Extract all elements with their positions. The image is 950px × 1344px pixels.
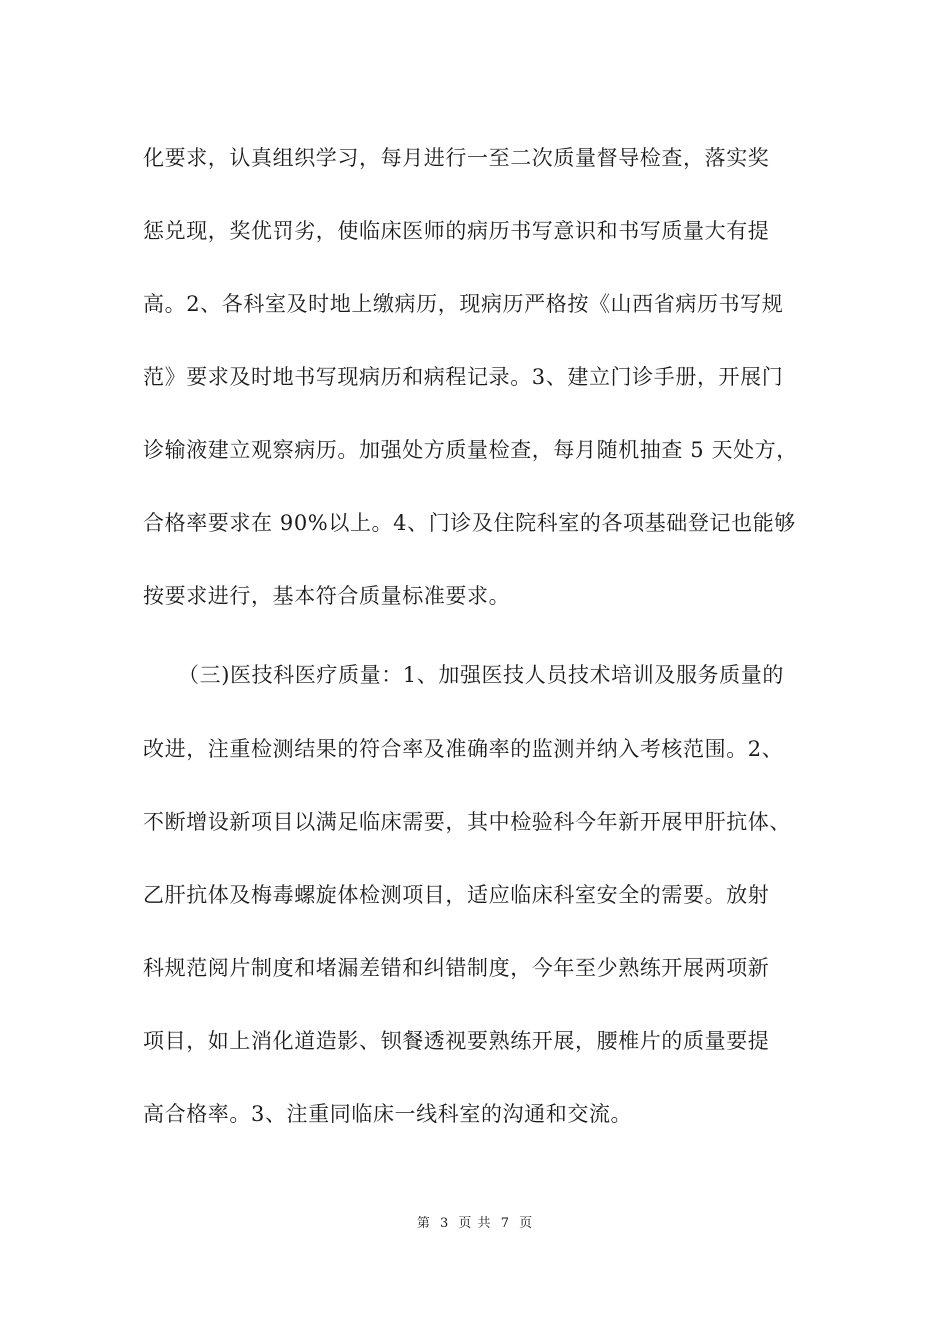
body-line: 项目，如上消化道造影、钡餐透视要熟练开展，腰椎片的质量要提 — [143, 1029, 770, 1053]
body-line: 科规范阅片制度和堵漏差错和纠错制度，今年至少熟练开展两项新 — [143, 956, 770, 980]
body-line: 按要求进行，基本符合质量标准要求。 — [143, 584, 511, 608]
footer-prefix: 第 — [416, 1216, 431, 1231]
body-line: 不断增设新项目以满足临床需要，其中检验科今年新开展甲肝抗体、 — [143, 810, 791, 834]
body-line: 高。2、各科室及时地上缴病历，现病历严格按《山西省病历书写规 — [143, 292, 784, 316]
body-line: 惩兑现，奖优罚劣，使临床医师的病历书写意识和书写质量大有提 — [143, 219, 770, 243]
body-line: 化要求，认真组织学习，每月进行一至二次质量督导检查，落实奖 — [143, 146, 770, 170]
footer-suffix: 页 — [519, 1216, 534, 1231]
footer-current-page: 3 — [440, 1216, 450, 1231]
page-footer — [0, 1212, 950, 1231]
footer-middle: 页 共 — [458, 1216, 492, 1231]
body-line: 合格率要求在 90%以上。4、门诊及住院科室的各项基础登记也能够 — [143, 511, 796, 535]
body-line: 改进，注重检测结果的符合率及准确率的监测并纳入考核范围。2、 — [143, 737, 784, 761]
body-line: 乙肝抗体及梅毒螺旋体检测项目，适应临床科室安全的需要。放射 — [143, 883, 770, 907]
body-line: 高合格率。3、注重同临床一线科室的沟通和交流。 — [143, 1102, 633, 1126]
section-heading-line: （三)医技科医疗质量：1、加强医技人员技术培训及服务质量的 — [178, 663, 784, 687]
footer-total-pages: 7 — [500, 1216, 510, 1231]
body-line: 诊输液建立观察病历。加强处方质量检查，每月随机抽查 5 天处方， — [143, 438, 798, 462]
body-line: 范》要求及时地书写现病历和病程记录。3、建立门诊手册，开展门 — [143, 365, 784, 389]
